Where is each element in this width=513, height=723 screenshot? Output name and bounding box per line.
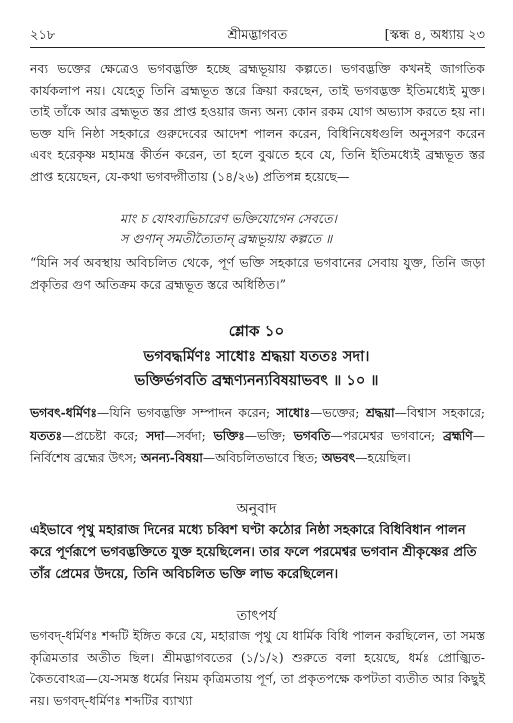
gita-quote [120,209,480,249]
verse-text [0,345,513,393]
synonym-word: অনন্য-বিষয়া [140,450,203,466]
section-label: [স্কন্ধ ৪, অধ্যায় ২৩ [384,28,485,43]
synonym-word: অভবৎ [321,450,356,466]
synonym-meaning: —ভক্তি; [244,428,294,443]
gita-quote-line-1: মাং চ যোঽব্যভিচারেণ ভক্তিযোগেন সেবতে। [120,211,337,226]
verse-title: শ্লোক ১০ [228,322,285,340]
intro-paragraph: নব্য ভক্তের ক্ষেত্রেও ভগবদ্ভক্তি হচ্ছে ব্রহ্মভূয়ায় কল্পতে। ভগবদ্ভক্তি কখনই জাগতিক কার্যকলাপ নয়। যেহেতু তিনি ব্রহ্মভূত স্তরে ক্রিয়া করছেন, তাই ভগবদ্ভক্ত ইতিমধ্যেই মুক্ত। তাই তাঁকে আর ব্রহ্মভূত স্তর প্রাপ্ত হওয়ার জন্য অন্য কোন রকম যোগ অভ্যাস করতে হয় না। ভক্ত যদি নিষ্ঠা সহকারে গুরুদেবের আদেশ পালন করেন, বিধিনিষেধগুলি অনুসরণ করেন এবং হরেকৃষ্ণ মহামন্ত্র কীর্তন করেন, তা হলে বুঝতে হবে যে, তিনি ইতিমধ্যেই ব্রহ্মভূত স্তর প্রাপ্ত হয়েছেন, যে-কথা ভগবদ্গীতায় (১৪/২৬) প্রতিপন্ন হয়েছে— [30,61,485,184]
synonyms-paragraph [30,402,485,470]
synonym-word: ব্রহ্মণি [443,427,473,443]
quote-translation: “যিনি সর্ব অবস্থায় অবিচলিত থেকে, পূর্ণ ভক্তি সহকারে ভগবানের সেবায় যুক্ত, তিনি জড়া প্রকৃতির গুণ অতিক্রম করে ব্রহ্মভূত স্তরে অধিষ্ঠিত।” [30,255,485,292]
synonym-meaning: —সর্বদা; [164,428,214,443]
synonym-meaning: —পরমেশ্বর ভগবানে; [330,428,443,443]
header-divider [30,47,485,48]
translation-title: অনুবাদ [236,501,277,517]
synonym-meaning: —যিনি ভগবদ্ভক্তি সম্পাদন করেন; [96,406,277,420]
gita-quote-line-2: স গুণান্ সমতীত্যৈতান্ ব্রহ্মভূয়ায় কল্পতে ॥ [120,231,333,246]
synonym-meaning: —হয়েছিল। [355,451,411,466]
synonym-meaning: —বিশ্বাস সহকারে; [394,406,485,420]
synonym-meaning: —অবিচলিতভাবে স্থিত; [202,451,322,466]
synonym-word: সাধোঃ [276,405,311,420]
synonym-word: শ্রদ্ধয়া [365,405,395,420]
synonym-word: ভক্তিঃ [213,427,245,443]
synonym-meaning: —ভক্তের; [310,406,366,420]
page-number: ২১৮ [30,28,56,43]
synonym-word: সদা [146,427,165,443]
synonym-meaning: —নির্বিশেষ ব্রহ্মের উৎস; [30,428,485,466]
verse-line-1: ভগবদ্ধর্মিণঃ সাধোঃ শ্রদ্ধয়া যততঃ সদা। [143,348,370,365]
synonym-meaning: —প্রচেষ্টা করে; [62,428,147,443]
synonym-word: যততঃ [30,427,63,443]
purport-title: তাৎপর্য [236,608,277,624]
purport-text: ভগবদ্-ধর্মিণঃ শব্দটি ইঙ্গিত করে যে, মহারাজ পৃথু যে ধার্মিক বিধি পালন করছিলেন, তা সমস্ত কৃত্রিমতার অতীত ছিল। শ্রীমদ্ভাগবতের (১/১/২) শুরুতে বলা হয়েছে, ধর্মঃ প্রোজ্ঝিত-কৈতবোঽত্র—যে-সমস্ত ধর্মের নিয়ম কৃত্রিমতায় পূর্ণ, তা প্রকৃতপক্ষে কপটতা ব্যতীত আর কিছুই নয়। ভগবদ্-ধর্মিণঃ শব্দটির ব্যাখ্যা [30,628,485,708]
synonym-word: ভগবতি [293,427,331,443]
book-title: শ্রীমদ্ভাগবত [227,28,288,43]
page-header [30,26,485,48]
verse-line-2: ভক্তির্ভগবতি ব্রহ্মণ্যনন্যবিষয়াভবৎ ॥ ১০ ॥ [134,372,379,389]
synonym-word: ভগবৎ-ধর্মিণঃ [30,405,97,420]
translation-text: এইভাবে পৃথু মহারাজ দিনের মধ্যে চব্বিশ ঘণ্টা কঠোর নিষ্ঠা সহকারে বিধিবিধান পালন করে পূর্ণরূপে ভগবদ্ভক্তিতে যুক্ত হয়েছিলেন। তার ফলে পরমেশ্বর ভগবান শ্রীকৃষ্ণের প্রতি তাঁর প্রেমের উদয়ে, তিনি অবিচলিত ভক্তি লাভ করেছিলেন। [30,523,477,582]
